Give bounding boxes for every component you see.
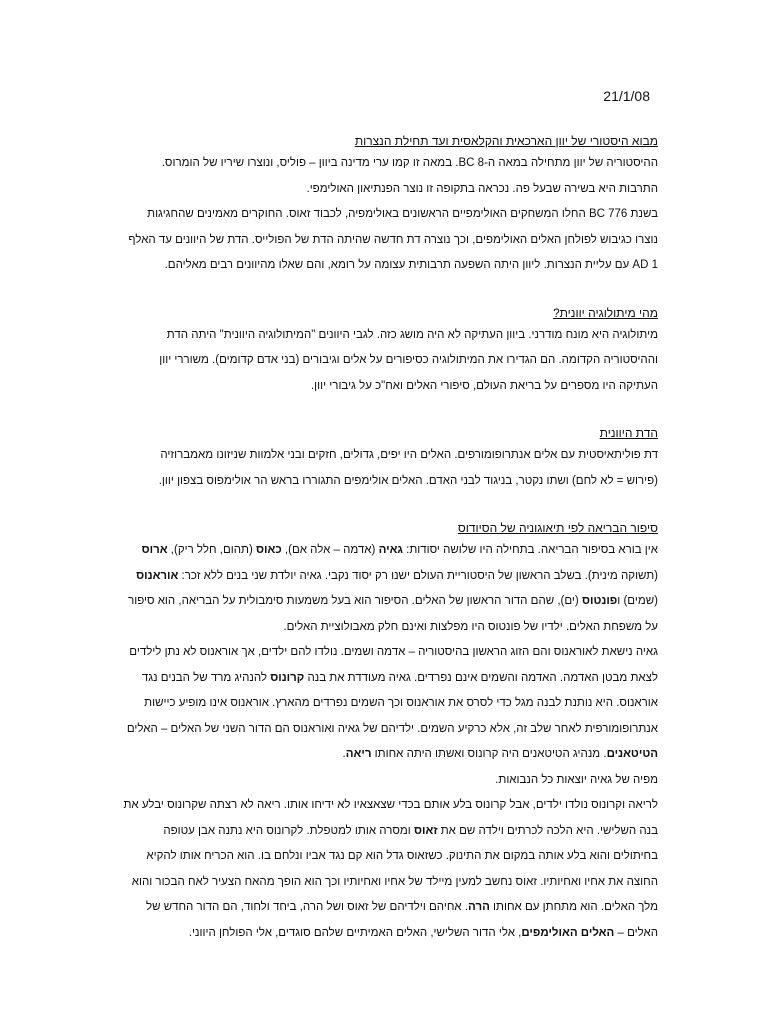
text-run: לצאת מבטן האדמה. האדמה והשמים אינם נפרדים. גאיה מעודדת את בנה	[304, 671, 658, 684]
paragraph-line	[118, 870, 658, 896]
paragraph-line	[118, 742, 658, 768]
bold-term: פונטוס	[581, 595, 618, 607]
paragraph-line: דת פוליתאיסטית עם אלים אנתרופומורפים. האלים היו יפים, גדולים, חזקים ובני אלמוות שניזונו מאמברוזיה	[160, 449, 658, 461]
paragraph-line	[118, 717, 658, 743]
section-heading: מבוא היסטורי של יוון הארכאית והקלאסית ועד תחילת הנצרות	[354, 134, 658, 148]
bold-term: קרונוס	[270, 671, 305, 684]
paragraph-line	[118, 589, 658, 615]
section-creation-story	[118, 518, 658, 946]
bold-term: גאיה	[378, 544, 403, 556]
paragraph-line: העתיקה היו מספרים על בריאת העולם, סיפורי האלים ואח"כ על גיבורי יוון.	[310, 379, 658, 392]
text-run: (ים), שהם הדור הראשון של האלים. הסיפור הוא בעל משמעות סימבולית על הבריאה, הוא סיפור	[128, 595, 582, 607]
text-run: , אלי הדור השלישי, האלים האמיתיים שלהם סוגדים, אלי הפולחן היווני.	[188, 926, 522, 939]
text-run: גאיה נישאת לאוראנוס והם הזוג הראשון בהיסטוריה – אדמה ושמים. נולדו להם ילדים, אך אוראנוס לא נתן לילדים	[129, 646, 658, 658]
paragraph-line	[118, 538, 658, 564]
text-run: . מנהיג הטיטאנים היה קרונוס ואשתו היתה אחותו	[371, 748, 607, 760]
text-run: החוצה את אחיו ואחיותיו. זאוס נחשב למעין מיילד של אחיו ואחיותיו וכך הוא הופך מהאח הצעיר לאח הבכור והוא	[131, 875, 658, 888]
section-heading: הדת היוונית	[599, 426, 658, 440]
text-run: . אחיהם וילדיהם של זאוס ושל הרה, ביחד ולחוד, הם הדור החדש של	[146, 901, 469, 913]
bold-term: ריאה	[345, 748, 372, 760]
paragraph-line	[118, 564, 658, 590]
text-run: (תהום, חלל ריק),	[167, 544, 256, 556]
document-body	[118, 131, 658, 970]
paragraph-line: ההיסטוריה של יוון מתחילה במאה ה-BC 8. במאה זו קמו ערי מדינה ביוון – פוליס, ונוצרו שיריו של הומרוס.	[161, 157, 658, 169]
text-run: מלך האלים. הוא מתחתן עם אחותו	[489, 901, 658, 913]
section-heading: מהי מיתולוגיה יוונית?	[552, 305, 658, 320]
paragraph-line: נוצרו כגיבוש לפולחן האלים האולימפים, וכך נוצרה דת חדשה שהיתה הדת של הפולייס. הדת של היוונים עד האלף	[128, 233, 658, 246]
bold-term: האלים האולימפים	[521, 926, 615, 939]
paragraph-line	[118, 895, 658, 921]
paragraph-line	[118, 768, 658, 794]
paragraph-line	[118, 819, 658, 845]
paragraph-line	[118, 666, 658, 692]
paragraph-line	[118, 640, 658, 666]
section-heading: סיפור הבריאה לפי תיאוגוניה של הסיודוס	[457, 521, 658, 535]
paragraph-line	[118, 793, 658, 819]
text-run: (שמים) ו	[617, 595, 658, 607]
text-run: האלים –	[614, 926, 658, 939]
text-run: בחיתולים והוא בלע אותה במקום את התינוק. כשזאוס גדל הוא קם נגד אביו ונלחם בו. הוא הכריח אותו להקיא	[146, 850, 658, 862]
text-run: .	[342, 748, 346, 760]
bold-term: אוראנוס	[136, 569, 179, 582]
section-what-is-mythology	[118, 303, 658, 400]
text-run: על משפחת האלים. ילדיו של פונטוס היו מפלצות ואינם חלק מאבולוציית האלים.	[283, 620, 658, 633]
text-run: (תשוקה מינית). בשלב הראשון של היסטוריית העולם ישנו רק יסוד נקבי. גאיה יולדת שני בנים ללא זכר:	[178, 569, 658, 582]
paragraph-line	[118, 691, 658, 717]
text-run: אנתרופומורפית לאחר שלב זה, אלא כרקיע השמים. ילדיהם של גאיה ואוראנוס הם הדור השני של האלים – האלים	[126, 722, 658, 735]
text-run: בנה השלישי. היא הלכה לכרתים וילדה שם את	[437, 824, 658, 837]
paragraph-line: בשנת BC 776 החלו המשחקים האולימפיים הראשונים באולימפיה, לכבוד זאוס. החוקרים מאמינים שהחגיגות	[147, 208, 658, 220]
document-date: 21/1/08	[603, 88, 650, 104]
paragraph-line	[118, 844, 658, 870]
paragraph-line: התרבות היא בשירה שבעל פה. נכראה בתקופה זו נוצר הפנתיאון האולימפי.	[306, 182, 658, 195]
bold-term: כאוס	[256, 544, 282, 556]
text-run: אוראנוס. היא נותנת לבנה מגל כדי לסרס את אוראנוס וכך השמים נפרדים מהארץ. אוראנוס אינו מופיע כיישות	[144, 697, 658, 709]
creation-story-text	[118, 538, 658, 946]
paragraph-line	[118, 615, 658, 641]
paragraph-line: (פירוש = לא לחם) ושתו נקטר, בניגוד לבני האדם. האלים אולימפים התגוררו בראש הר אולימפוס בצפון יוון.	[158, 474, 658, 487]
text-run: (אדמה – אלה אם),	[281, 544, 379, 556]
text-run: אין בורא בסיפור הבריאה. בתחילה היו שלושה יסודות:	[402, 544, 658, 556]
paragraph-line: AD 1 עם עליית הנצרות. ליוון היתה השפעה תרבותית עצומה על רומא, והם שאלו מהיוונים רבים מאליהם.	[164, 259, 658, 271]
bold-term: זאוס	[413, 824, 438, 837]
text-run: לריאה וקרונוס נולדו ילדים, אבל קרונוס בלע אותם בכדי שצאצאיו לא ידיחו אותו. ריאה לא רצתה שקרונוס יבלע את	[123, 799, 658, 811]
bold-term: ארוס	[141, 544, 168, 556]
paragraph-line	[118, 921, 658, 947]
bold-term: הרה	[468, 901, 490, 913]
section-historical-intro	[118, 131, 658, 279]
paragraph-line: וההיסטוריה הקדומה. הם הגדירו את המיתולוגיה כסיפורים על אלים וגיבורים (בני אדם קדומים). משוררי יוון	[159, 354, 658, 366]
bold-term: הטיטאנים	[606, 748, 658, 760]
text-run: ומסרה אותו למטפלת. לקרונוס היא נתנה אבן עטופה	[163, 824, 414, 837]
paragraph-line: מיתולוגיה היא מונח מודרני. ביוון העתיקה לא היה מושג כזה. לגבי היוונים "המיתולוגיה היוונית" היתה הדת	[166, 328, 658, 341]
section-greek-religion	[118, 423, 658, 494]
text-run: להנהיג מרד של הבנים נגד	[141, 671, 271, 684]
text-run: מפיה של גאיה יוצאות כל הנבואות.	[495, 773, 658, 786]
